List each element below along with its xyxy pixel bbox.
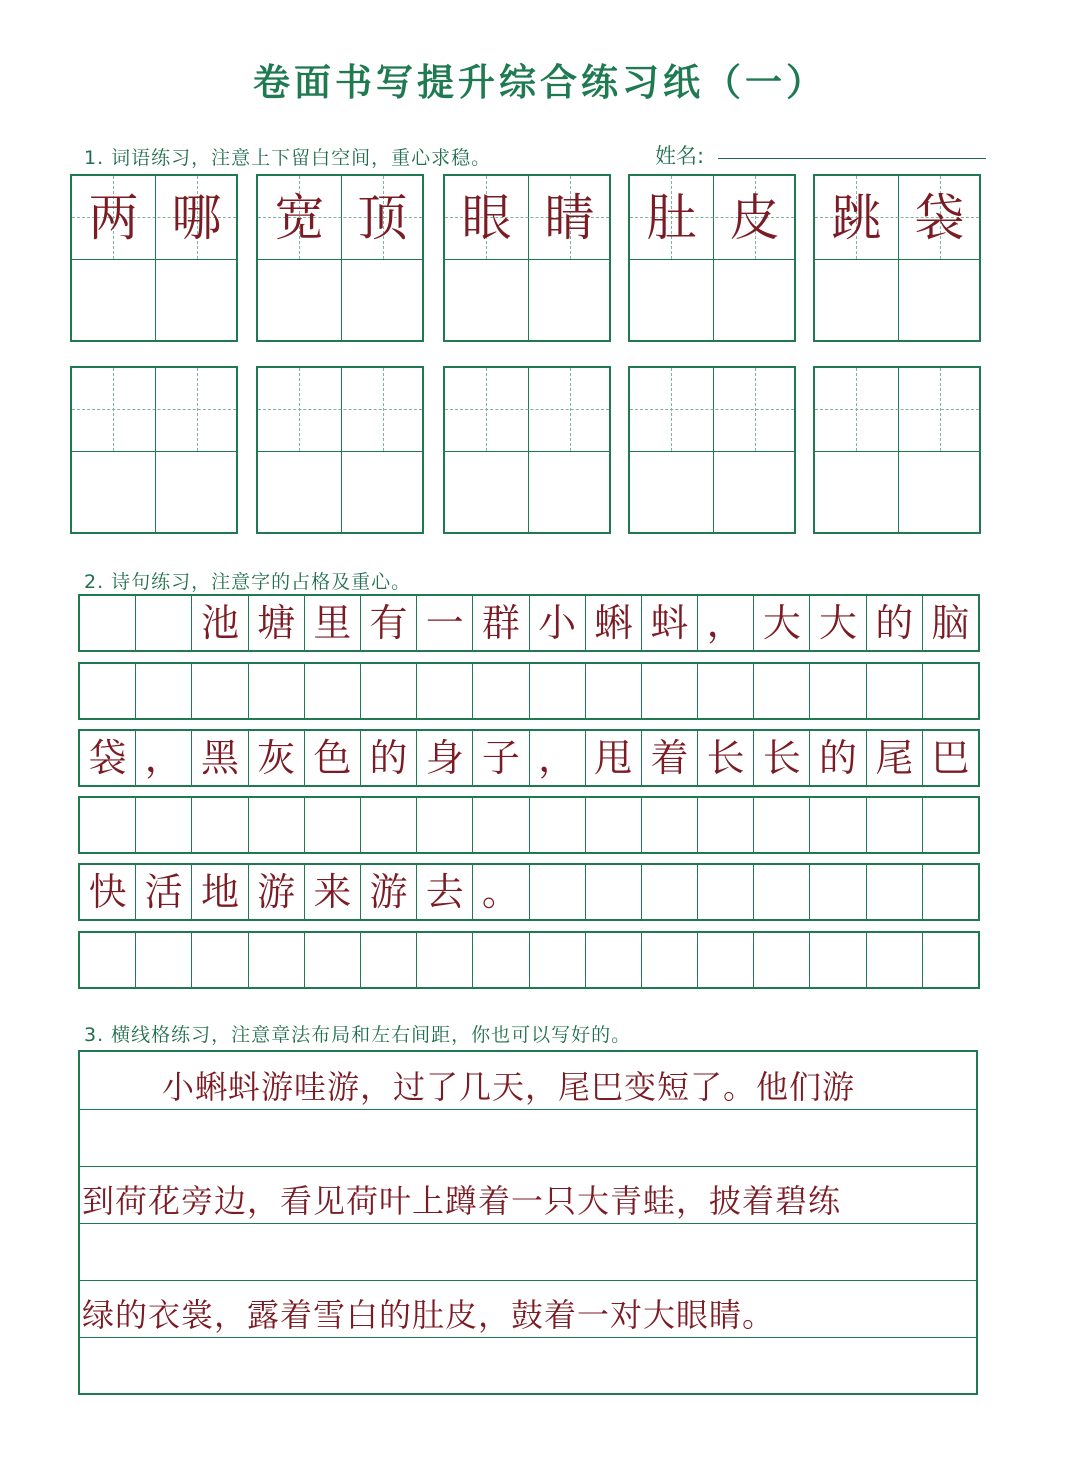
word-box[interactable] (813, 174, 981, 342)
poem-cell[interactable] (473, 664, 529, 718)
ruled-line (80, 1166, 976, 1167)
poem-cell[interactable] (192, 933, 248, 987)
poem-cell[interactable] (923, 664, 978, 718)
poem-cell[interactable] (586, 664, 642, 718)
handwritten-line-1: 小蝌蚪游哇游，过了几天，尾巴变短了。他们游 (162, 1068, 856, 1106)
poem-cell[interactable] (473, 798, 529, 852)
poem-cell[interactable]: 长 (754, 731, 810, 785)
word-char: 哪 (171, 189, 222, 247)
poem-cell[interactable]: 脑 (931, 601, 970, 645)
poem-cell[interactable] (192, 798, 248, 852)
poem-cell[interactable]: 塘 (249, 596, 305, 650)
word-char: 袋 (914, 189, 965, 247)
poem-cell[interactable] (80, 664, 136, 718)
poem-cell[interactable] (417, 798, 473, 852)
poem-cell[interactable] (305, 798, 361, 852)
poem-cell[interactable] (417, 664, 473, 718)
word-box[interactable] (443, 174, 611, 342)
poem-cell[interactable] (192, 664, 248, 718)
poem-row (78, 796, 980, 854)
poem-cell[interactable] (249, 933, 305, 987)
handwritten-line-3: 绿的衣裳，露着雪白的肚皮，鼓着一对大眼睛。 (82, 1296, 776, 1334)
poem-cell[interactable]: 大 (754, 596, 810, 650)
poem-cell[interactable]: 黑 (192, 731, 248, 785)
poem-cell[interactable] (80, 933, 136, 987)
poem-cell[interactable] (867, 865, 923, 919)
poem-cell[interactable] (754, 798, 810, 852)
poem-cell[interactable] (923, 865, 978, 919)
poem-cell[interactable]: 大 (810, 596, 866, 650)
poem-cell[interactable] (136, 664, 192, 718)
poem-cell[interactable] (586, 865, 642, 919)
poem-cell[interactable] (136, 596, 192, 650)
poem-cell[interactable] (305, 933, 361, 987)
poem-cell[interactable]: 着 (642, 731, 698, 785)
poem-cell[interactable] (923, 798, 978, 852)
poem-cell[interactable]: 去 (417, 865, 473, 919)
poem-cell[interactable] (530, 664, 586, 718)
poem-row (78, 662, 980, 720)
poem-cell[interactable]: 子 (473, 731, 529, 785)
poem-cell[interactable]: 有 (361, 596, 417, 650)
poem-cell[interactable]: 群 (473, 596, 529, 650)
poem-cell[interactable]: 袋 (80, 731, 136, 785)
poem-cell[interactable] (305, 664, 361, 718)
poem-cell[interactable] (249, 798, 305, 852)
word-char: 睛 (544, 189, 595, 247)
poem-row (78, 594, 980, 652)
poem-cell[interactable] (530, 865, 586, 919)
poem-cell[interactable] (810, 933, 866, 987)
poem-cell[interactable]: 一 (417, 596, 473, 650)
word-char: 顶 (357, 189, 408, 247)
poem-cell[interactable] (642, 865, 698, 919)
section2-instruction: 2. 诗句练习，注意字的占格及重心。 (84, 571, 412, 593)
poem-cell[interactable]: 尾 (867, 731, 923, 785)
poem-cell[interactable]: 灰 (249, 731, 305, 785)
ruled-line (80, 1337, 976, 1338)
poem-cell[interactable]: 蝌 (586, 596, 642, 650)
poem-cell[interactable] (361, 798, 417, 852)
section1-instruction: 1. 词语练习，注意上下留白空间，重心求稳。 (84, 147, 492, 169)
word-char: 肚 (646, 189, 697, 247)
poem-cell[interactable]: ， (530, 731, 586, 785)
poem-cell[interactable] (867, 798, 923, 852)
poem-cell[interactable] (867, 664, 923, 718)
poem-cell[interactable] (586, 933, 642, 987)
poem-cell[interactable] (361, 664, 417, 718)
poem-cell[interactable] (417, 933, 473, 987)
page-title: 卷面书写提升综合练习纸（一） (253, 60, 827, 104)
poem-cell[interactable] (136, 933, 192, 987)
poem-cell[interactable] (810, 865, 866, 919)
poem-cell[interactable]: 长 (698, 731, 754, 785)
poem-cell[interactable] (530, 933, 586, 987)
poem-cell[interactable]: 活 (136, 865, 192, 919)
word-char: 皮 (729, 189, 780, 247)
poem-cell[interactable]: 身 (417, 731, 473, 785)
poem-cell[interactable] (586, 798, 642, 852)
poem-cell[interactable] (136, 798, 192, 852)
name-input-line[interactable] (718, 158, 986, 159)
poem-cell[interactable] (754, 664, 810, 718)
poem-cell[interactable] (642, 798, 698, 852)
word-box[interactable] (70, 174, 238, 342)
poem-cell[interactable]: ， (136, 731, 192, 785)
poem-row (78, 863, 980, 921)
poem-cell[interactable]: 的 (361, 731, 417, 785)
poem-cell[interactable] (867, 933, 923, 987)
poem-cell[interactable]: ， (698, 596, 754, 650)
section3-instruction: 3. 横线格练习，注意章法布局和左右间距，你也可以写好的。 (84, 1024, 632, 1046)
word-char: 跳 (831, 189, 882, 247)
poem-cell[interactable]: 地 (192, 865, 248, 919)
poem-cell[interactable]: 的 (810, 731, 866, 785)
poem-cell[interactable]: 。 (473, 865, 529, 919)
poem-row (78, 729, 980, 787)
ruled-line (80, 1109, 976, 1110)
poem-cell[interactable]: 蚪 (642, 596, 698, 650)
word-char: 眼 (461, 189, 512, 247)
word-box[interactable] (256, 366, 424, 534)
poem-row (78, 931, 980, 989)
poem-cell[interactable] (698, 664, 754, 718)
poem-cell[interactable]: 巴 (931, 736, 970, 780)
word-box[interactable] (813, 366, 981, 534)
word-box[interactable] (70, 366, 238, 534)
poem-cell[interactable] (80, 798, 136, 852)
poem-cell[interactable] (473, 933, 529, 987)
word-box[interactable] (628, 366, 796, 534)
handwritten-line-2: 到荷花旁边，看见荷叶上蹲着一只大青蛙，披着碧练 (82, 1182, 842, 1220)
poem-cell[interactable]: 池 (192, 596, 248, 650)
poem-cell[interactable]: 小 (530, 596, 586, 650)
poem-cell[interactable]: 里 (305, 596, 361, 650)
poem-cell[interactable] (698, 865, 754, 919)
word-char: 宽 (274, 189, 325, 247)
poem-cell[interactable] (754, 933, 810, 987)
poem-cell[interactable] (923, 933, 978, 987)
poem-cell[interactable]: 游 (249, 865, 305, 919)
poem-cell[interactable]: 快 (80, 865, 136, 919)
poem-cell[interactable] (810, 664, 866, 718)
poem-cell[interactable]: 色 (305, 731, 361, 785)
word-char: 两 (88, 189, 139, 247)
poem-cell[interactable]: 甩 (586, 731, 642, 785)
name-label: 姓名: (655, 144, 705, 168)
word-box[interactable] (256, 174, 424, 342)
poem-cell[interactable]: 的 (867, 596, 923, 650)
word-box[interactable] (628, 174, 796, 342)
word-box[interactable] (443, 366, 611, 534)
ruled-line (80, 1223, 976, 1224)
poem-cell[interactable] (642, 664, 698, 718)
poem-cell[interactable] (80, 596, 136, 650)
poem-cell[interactable] (698, 798, 754, 852)
line-practice-grid (78, 1050, 978, 1395)
poem-cell[interactable] (754, 865, 810, 919)
poem-cell[interactable] (642, 933, 698, 987)
poem-cell[interactable] (698, 933, 754, 987)
poem-cell[interactable] (361, 933, 417, 987)
poem-cell[interactable] (249, 664, 305, 718)
poem-cell[interactable] (810, 798, 866, 852)
ruled-line (80, 1280, 976, 1281)
poem-cell[interactable]: 来 (305, 865, 361, 919)
poem-cell[interactable]: 游 (361, 865, 417, 919)
poem-cell[interactable] (530, 798, 586, 852)
